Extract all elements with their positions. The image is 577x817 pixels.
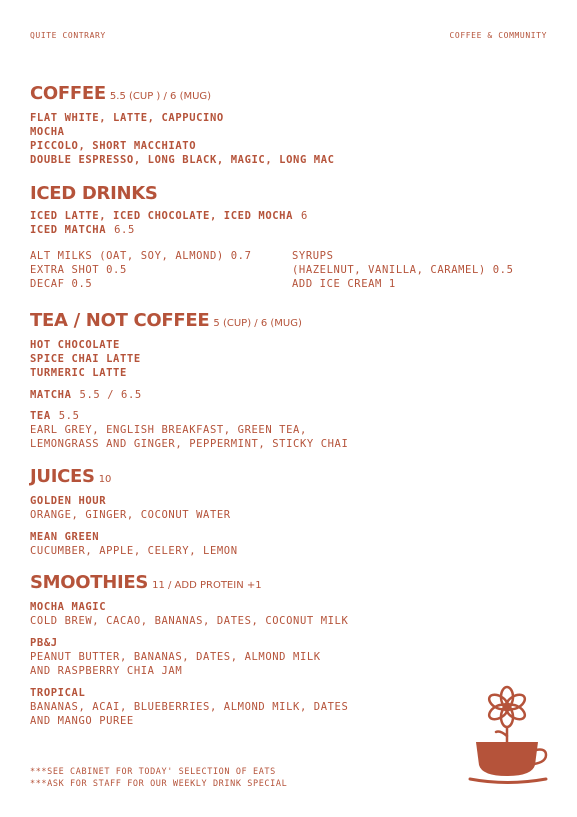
header-right: COFFEE & COMMUNITY xyxy=(449,31,547,40)
extras-left xyxy=(30,249,252,291)
juices-title: JUICES xyxy=(30,466,95,487)
coffee-price-note: 5.5 (CUP ) / 6 (MUG) xyxy=(109,91,212,102)
menu-item-desc: ORANGE, GINGER, COCONUT WATER xyxy=(30,509,231,521)
smoothies-heading xyxy=(30,572,348,593)
coffee-title: COFFEE xyxy=(30,83,106,104)
menu-item-desc: BANANAS, ACAI, BLUEBERRIES, ALMOND MILK, DATES xyxy=(30,701,349,713)
extra-item: (HAZELNUT, VANILLA, CARAMEL) 0.5 xyxy=(292,264,514,276)
menu-item-name: TEA xyxy=(30,410,51,422)
menu-item-price: 5.5 xyxy=(58,410,80,422)
menu-item: FLAT WHITE, LATTE, CAPPUCINO xyxy=(30,112,224,124)
menu-item-name: ICED LATTE, ICED CHOCOLATE, ICED MOCHA xyxy=(30,210,294,222)
extra-item: DECAF 0.5 xyxy=(30,278,93,290)
smoothies-price-note: 11 / ADD PROTEIN +1 xyxy=(152,580,262,591)
menu-item-price: 6.5 xyxy=(114,224,135,236)
coffee-section xyxy=(30,83,335,167)
extra-item: ALT MILKS (OAT, SOY, ALMOND) 0.7 xyxy=(30,250,252,262)
menu-item-name: ICED MATCHA xyxy=(30,224,107,236)
menu-item: DOUBLE ESPRESSO, LONG BLACK, MAGIC, LONG MAC xyxy=(30,154,335,166)
menu-item-desc: COLD BREW, CACAO, BANANAS, DATES, COCONUT MILK xyxy=(30,615,349,627)
menu-item-name: MOCHA MAGIC xyxy=(30,601,107,613)
menu-item-name: PB&J xyxy=(30,637,58,649)
extra-item: ADD ICE CREAM 1 xyxy=(292,278,396,290)
coffee-heading xyxy=(30,83,335,104)
extra-item: EXTRA SHOT 0.5 xyxy=(30,264,127,276)
footer-note: ***ASK FOR STAFF FOR OUR WEEKLY DRINK SPECIAL xyxy=(30,779,288,789)
extra-item: SYRUPS xyxy=(292,250,334,262)
menu-item-price: 5.5 / 6.5 xyxy=(79,389,142,401)
footer-note: ***SEE CABINET FOR TODAY' SELECTION OF EATS xyxy=(30,767,276,777)
menu-item-name: TROPICAL xyxy=(30,687,86,699)
menu-item-desc: AND MANGO PUREE xyxy=(30,715,134,727)
menu-item-desc: EARL GREY, ENGLISH BREAKFAST, GREEN TEA, xyxy=(30,424,307,436)
juices-section xyxy=(30,466,238,558)
iced-title: ICED DRINKS xyxy=(30,183,158,204)
tea-section xyxy=(30,310,348,451)
flower-cup-icon xyxy=(462,680,552,790)
menu-item-desc: LEMONGRASS AND GINGER, PEPPERMINT, STICKY CHAI xyxy=(30,438,349,450)
tea-heading xyxy=(30,310,348,331)
menu-item-desc: CUCUMBER, APPLE, CELERY, LEMON xyxy=(30,545,238,557)
menu-item-price: 6 xyxy=(301,210,308,222)
menu-item-desc: PEANUT BUTTER, BANANAS, DATES, ALMOND MILK xyxy=(30,651,321,663)
menu-item: SPICE CHAI LATTE xyxy=(30,353,141,365)
menu-item-name: MEAN GREEN xyxy=(30,531,100,543)
tea-title: TEA / NOT COFFEE xyxy=(30,310,210,331)
menu-item-desc: AND RASPBERRY CHIA JAM xyxy=(30,665,183,677)
smoothies-title: SMOOTHIES xyxy=(30,572,149,593)
juices-heading xyxy=(30,466,238,487)
smoothies-section xyxy=(30,572,348,728)
menu-item: HOT CHOCOLATE xyxy=(30,339,120,351)
menu-item: TURMERIC LATTE xyxy=(30,367,127,379)
menu-item-name: MATCHA xyxy=(30,389,72,401)
header-left: QUITE CONTRARY xyxy=(30,31,106,40)
menu-item: MOCHA xyxy=(30,126,65,138)
juices-price-note: 10 xyxy=(98,474,112,485)
footer-notes xyxy=(30,766,287,790)
tea-price-note: 5 (CUP) / 6 (MUG) xyxy=(213,318,302,329)
extras-right xyxy=(292,249,514,291)
menu-item-name: GOLDEN HOUR xyxy=(30,495,107,507)
iced-section xyxy=(30,183,308,237)
menu-item: PICCOLO, SHORT MACCHIATO xyxy=(30,140,197,152)
